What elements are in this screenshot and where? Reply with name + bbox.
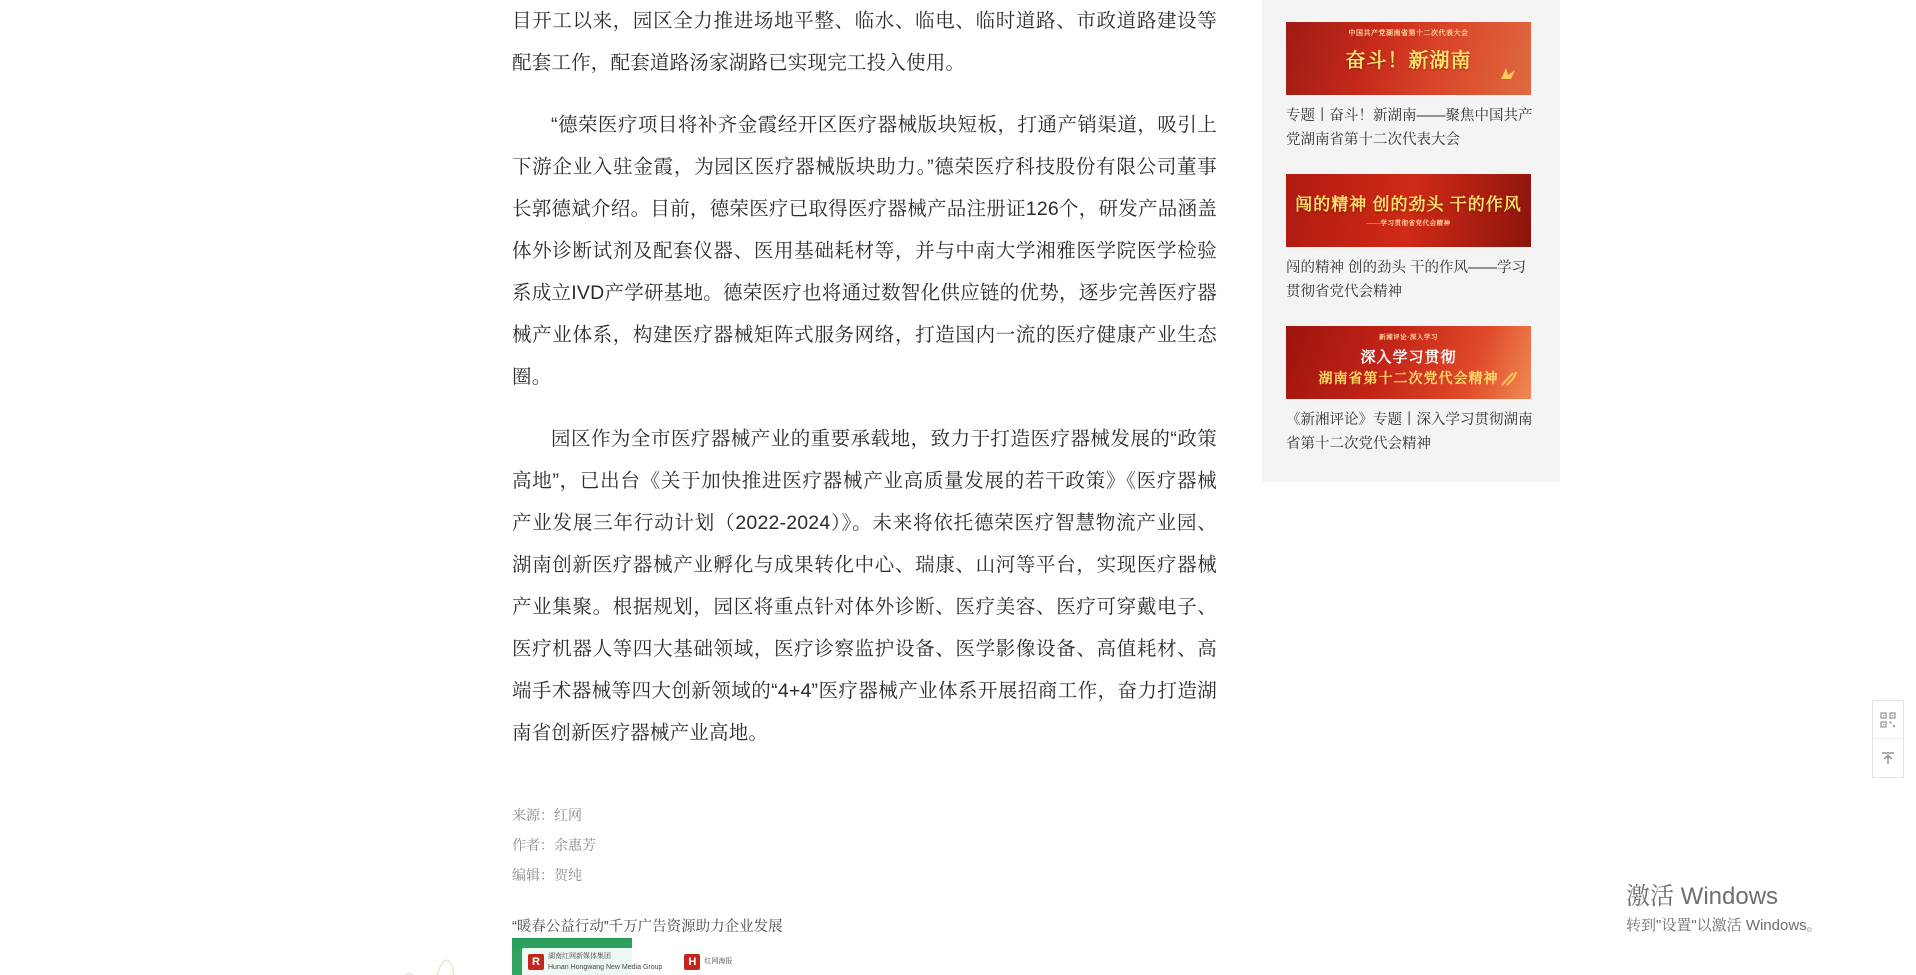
sidebar-card-text[interactable]: 闯的精神 创的劲头 干的作风——学习贯彻省党代会精神 (1286, 260, 1527, 300)
thumbnail-sub-text: ——学习贯彻省党代会精神 (1366, 220, 1451, 227)
qr-code-icon (1880, 712, 1896, 728)
thumbnail-sub-text: 湖南省第十二次党代会精神 (1318, 372, 1499, 387)
watermark-title: 激活 Windows (1626, 883, 1779, 910)
article-body (512, 0, 1217, 754)
promo-title: “暖春公益行动”千万广告资源助力企业发展 (512, 919, 783, 935)
watermark-subtitle: 转到"设置"以激活 Windows。 (1626, 917, 1822, 934)
meta-author-label: 作者： (512, 837, 554, 853)
sidebar-card-thumbnail[interactable] (1286, 326, 1531, 399)
article-meta (512, 800, 1217, 890)
back-to-top-icon (1880, 750, 1896, 766)
meta-author-value: 余惠芳 (554, 837, 596, 853)
meta-editor-value: 贺纯 (554, 867, 582, 883)
meta-source-label: 来源： (512, 807, 554, 823)
windows-activation-watermark (1626, 880, 1822, 938)
sidebar-card-text[interactable]: 专题丨奋斗！新湖南——聚焦中国共产党湖南省第十二次代表大会 (1286, 108, 1533, 148)
sidebar-card-thumbnail[interactable] (1286, 174, 1531, 247)
sidebar-card[interactable] (1286, 326, 1536, 456)
meta-source-value: 红网 (554, 807, 582, 823)
qr-code-button[interactable] (1873, 701, 1903, 739)
sidebar (1262, 0, 1560, 482)
sidebar-card-text[interactable]: 《新湘评论》专题丨深入学习贯彻湖南省第十二次党代会精神 (1286, 412, 1533, 452)
sidebar-card-thumbnail[interactable] (1286, 22, 1531, 95)
meta-source-row (512, 800, 1217, 830)
meta-author-row (512, 830, 1217, 860)
back-to-top-button[interactable] (1873, 739, 1903, 777)
hammer-sickle-icon (1497, 367, 1523, 393)
thumbnail-top-text: 中国共产党湖南省第十二次代表大会 (1348, 29, 1469, 37)
thumbnail-main-text: 闯的精神 创的劲头 干的作风 (1295, 195, 1522, 214)
meta-editor-label: 编辑： (512, 867, 554, 883)
thumbnail-main-text: 深入学习贯彻 (1360, 350, 1457, 366)
thumbnail-main-text: 奋斗！新湖南 (1345, 50, 1472, 72)
floating-toolbar (1872, 700, 1904, 778)
article-paragraph: 目开工以来，园区全力推进场地平整、临水、临电、临时道路、市政道路建设等配套工作，配套道路汤家湖路已实现完工投入使用。 (512, 10, 1217, 74)
article-paragraph: 园区作为全市医疗器械产业的重要承载地，致力于打造医疗器械发展的“政策高地”，已出台《关于加快推进医疗器械产业高质量发展的若干政策》《医疗器械产业发展三年行动计划（2022-2024）》。未来将依托德荣医疗智慧物流产业园、湖南创新医疗器械产业孵化与成果转化中心、瑞康、山河等平台，实现医疗器械产业集聚。根据规划，园区将重点针对体外诊断、医疗美容、医疗可穿戴电子、医疗机器人等四大基础领域，医疗诊察监护设备、医学影像设备、高值耗材、高端手术器械等四大创新领域的“4+4”医疗器械产业体系开展招商工作，奋力打造湖南省创新医疗器械产业高地。 (512, 428, 1217, 744)
article-paragraph: “德荣医疗项目将补齐金霞经开区医疗器械版块短板，打通产销渠道，吸引上下游企业入驻金霞，为园区医疗器械版块助力。”德荣医疗科技股份有限公司董事长郭德斌介绍。目前，德荣医疗已取得医疗器械产品注册证126个，研发产品涵盖体外诊断试剂及配套仪器、医用基础耗材等，并与中南大学湘雅医学院医学检验系成立IVD产学研基地。德荣医疗也将通过数智化供应链的优势，逐步完善医疗器械产业体系，构建医疗器械矩阵式服务网络，打造国内一流的医疗健康产业生态圈。 (512, 114, 1217, 388)
sidebar-card[interactable] (1286, 22, 1536, 152)
meta-editor-row (512, 860, 1217, 890)
sidebar-card[interactable] (1286, 174, 1536, 304)
thumbnail-top-text: 新湘评论·深入学习 (1379, 334, 1438, 341)
article-column (512, 0, 1217, 938)
party-emblem-icon (1497, 63, 1523, 89)
